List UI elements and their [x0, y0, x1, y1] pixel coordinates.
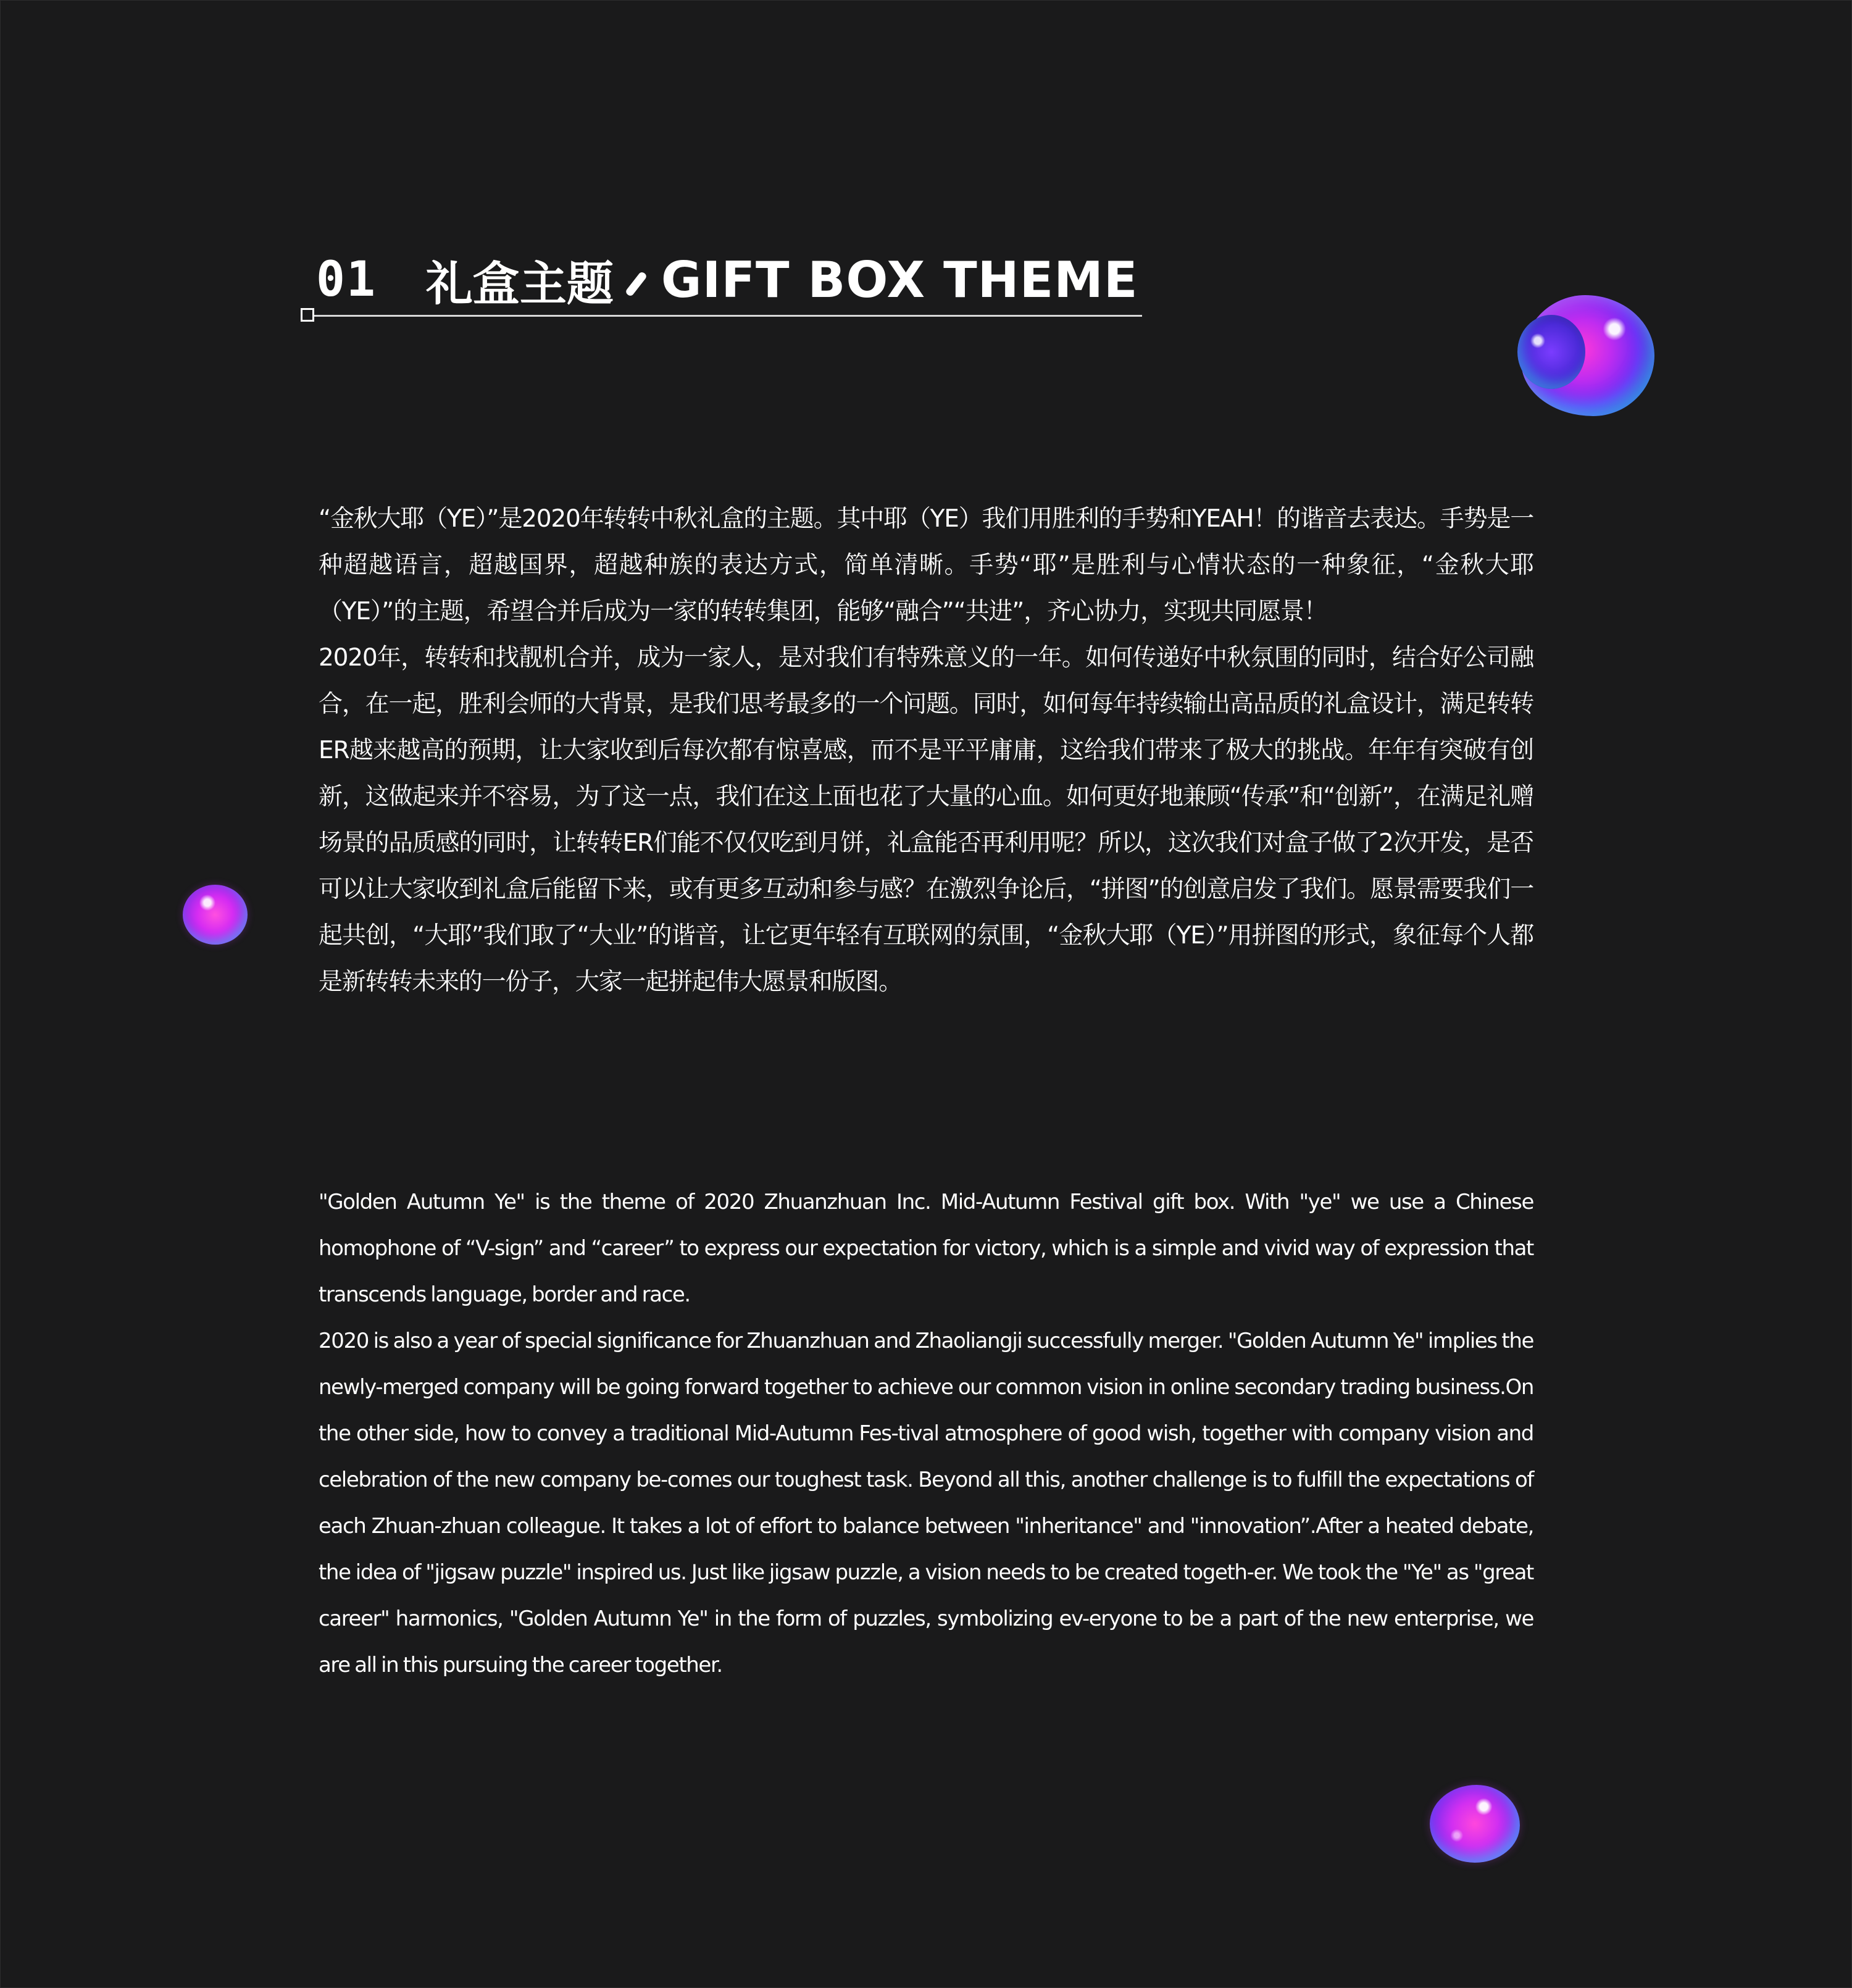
slash-icon [625, 271, 648, 298]
body-text-english [319, 1179, 1533, 1689]
en-paragraph-1: "Golden Autumn Ye" is the theme of 2020 Zhuanzhuan Inc. Mid-Autumn Festival gift box. With "ye" we use a Chinese homophone of “V-sign” and “career” to express our expectation for victory, which is a simple and vivid way of expression that transcends language, border and race. [319, 1190, 1533, 1307]
section-heading [316, 246, 1138, 314]
cn-paragraph-2: 2020年，转转和找靓机合并，成为一家人，是对我们有特殊意义的一年。如何传递好中秋氛围的同时，结合好公司融合，在一起，胜利会师的大背景，是我们思考最多的一个问题。同时，如何每年持续输出高品质的礼盒设计，满足转转ER越来越高的预期，让大家收到后每次都有惊喜感，而不是平平庸庸，这给我们带来了极大的挑战。年年有突破有创新，这做起来并不容易，为了这一点，我们在这上面也花了大量的心血。如何更好地兼顾“传承”和“创新”，在满足礼赠场景的品质感的同时，让转转ER们能不仅仅吃到月饼，礼盒能否再利用呢？所以，这次我们对盒子做了2次开发，是否可以让大家收到礼盒后能留下来，或有更多互动和参与感？在激烈争论后，“拼图”的创意启发了我们。愿景需要我们一起共创，“大耶”我们取了“大业”的谐音，让它更年轻有互联网的氛围，“金秋大耶（YE）”用拼图的形式，象征每个人都是新转转未来的一份子，大家一起拼起伟大愿景和版图。 [319, 644, 1533, 996]
section-title-en: GIFT BOX THEME [661, 251, 1138, 309]
blob-decoration-top-lobe [1517, 315, 1585, 389]
section-title-cn: 礼盒主题 [425, 256, 614, 311]
heading-underline [309, 315, 1142, 317]
square-marker-icon [301, 308, 314, 322]
cn-paragraph-1: “金秋大耶（YE）”是2020年转转中秋礼盒的主题。其中耶（YE）我们用胜利的手势和YEAH！的谐音去表达。手势是一种超越语言，超越国界，超越种族的表达方式，简单清晰。手势“耶”是胜利与心情状态的一种象征，“金秋大耶（YE）”的主题，希望合并后成为一家的转转集团，能够“融合”“共进”，齐心协力，实现共同愿景！ [319, 505, 1533, 625]
blob-decoration-bottom [1430, 1785, 1520, 1863]
en-paragraph-2: 2020 is also a year of special significance for Zhuanzhuan and Zhaoliangji successfully merger. "Golden Autumn Ye" implies the newly-merged company will be going forward together to achieve our common vision in online secondary trading business.On the other side, how to convey a traditional Mid-Autumn Fes-tival atmosphere of good wish, together with company vision and celebration of the new company be-comes our toughest task. Beyond all this, another challenge is to fulfill the expectations of each Zhuan-zhuan colleague. It takes a lot of effort to balance between "inheritance" and "innovation”.After a heated debate, the idea of "jigsaw puzzle" inspired us. Just like jigsaw puzzle, a vision needs to be created togeth-er. We took the "Ye" as "great career" harmonics, "Golden Autumn Ye" in the form of puzzles, symbolizing ev-eryone to be a part of the new enterprise, we are all in this pursuing the career together. [319, 1329, 1533, 1677]
blob-decoration-left [183, 885, 248, 945]
section-number: 01 [316, 252, 377, 307]
body-text-chinese [319, 496, 1533, 1005]
